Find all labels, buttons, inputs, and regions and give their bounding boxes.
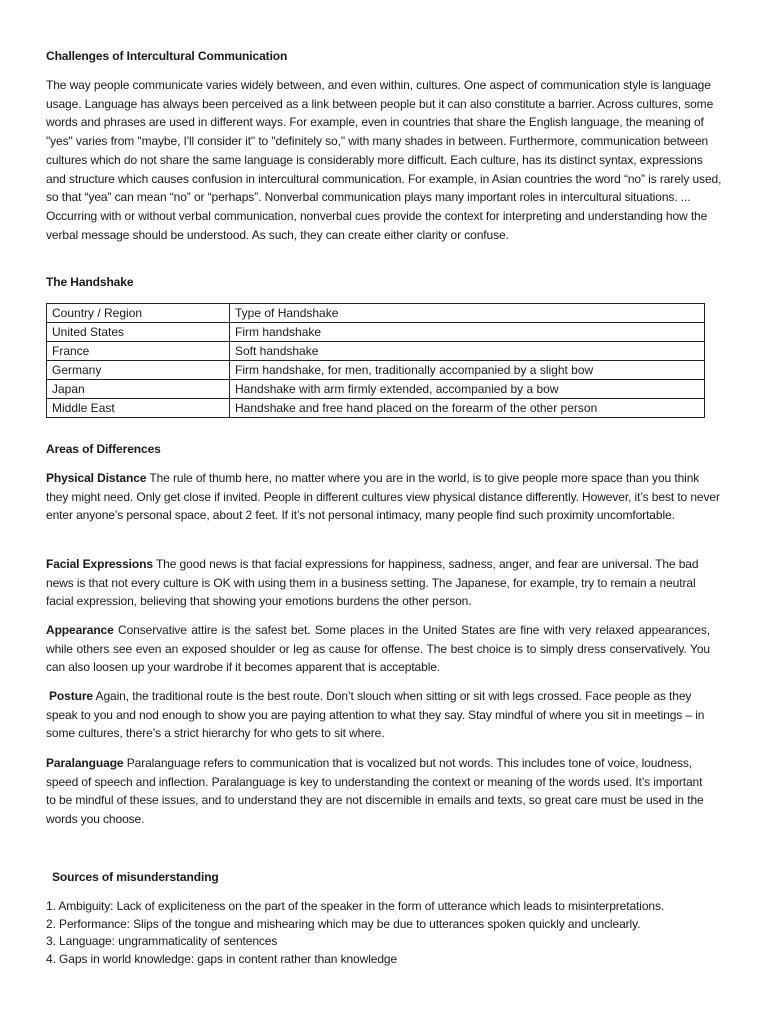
sources-heading: Sources of misunderstanding [52, 870, 219, 884]
areas-heading: Areas of Differences [46, 442, 161, 456]
list-item: 1. Ambiguity: Lack of expliciteness on the part of the speaker in the form of utterance which leads to misinterpretations. [46, 899, 665, 913]
table-cell-country: United States [47, 323, 230, 342]
table-row [47, 342, 705, 361]
table-cell-country: Japan [47, 380, 230, 399]
table-cell-handshake: Firm handshake, for men, traditionally accompanied by a slight bow [230, 361, 705, 380]
table-row [47, 380, 705, 399]
table-row [47, 361, 705, 380]
paragraph-text: Again, the traditional route is the best route. Don’t slouch when sitting or sit with legs crossed. Face people as they speak to you and nod enough to show you are paying attention to what they say. Stay mindful of where you sit in meetings – in some cultures, there’s a strict hierarchy for who gets to sit where. [46, 689, 705, 741]
list-item: 3. Language: ungrammaticality of sentences [46, 934, 278, 948]
paragraph-term: Physical Distance [46, 471, 147, 485]
table-row [47, 323, 705, 342]
paragraph-text: Conservative attire is the safest bet. Some places in the United States are fine with very relaxed appearances, while others see even an exposed shoulder or leg as cause for offense. The best choice is to simply dress conservatively. You can also loosen up your wardrobe if it becomes apparent that is acceptable. [46, 623, 710, 675]
physical-distance-paragraph [46, 469, 722, 525]
table-cell-handshake: Firm handshake [230, 323, 705, 342]
table-cell-handshake: Soft handshake [230, 342, 705, 361]
table-cell-country: Middle East [47, 399, 230, 418]
paragraph-term: Paralanguage [46, 756, 124, 770]
table-cell-country: France [47, 342, 230, 361]
paralanguage-paragraph [46, 754, 710, 829]
paragraph-text: Paralanguage refers to communication that is vocalized but not words. This includes tone of voice, loudness, speed of speech and inflection. Paralanguage is key to understanding the context or meaning of the words used. It’s important to be mindful of these issues, and to understand they are not discernible in emails and texts, so great care must be used in the words you choose. [46, 756, 704, 827]
handshake-table [46, 303, 705, 418]
table-header-cell: Type of Handshake [230, 304, 705, 323]
document-title: Challenges of Intercultural Communication [46, 49, 288, 63]
handshake-heading: The Handshake [46, 275, 134, 289]
paragraph-text: The good news is that facial expressions for happiness, sadness, anger, and fear are universal. The bad news is that not every culture is OK with using them in a business setting. The Japanese, for example, try to remain a neutral facial expression, believing that showing your emotions burdens the other person. [46, 557, 699, 609]
list-item: 2. Performance: Slips of the tongue and mishearing which may be due to utterances spoken quickly and unclearly. [46, 916, 641, 931]
list-item: 4. Gaps in world knowledge: gaps in content rather than knowledge [46, 951, 398, 966]
posture-paragraph [46, 687, 710, 743]
paragraph-term: Posture [49, 689, 93, 703]
appearance-paragraph [46, 621, 710, 677]
paragraph-text: The rule of thumb here, no matter where you are in the world, is to give people more space than you think they might need. Only get close if invited. People in different cultures view physical distance differently. However, it’s best to never enter anyone’s personal space, about 2 feet. If it’s not personal intimacy, many people find such proximity uncomfortable. [46, 471, 720, 523]
sources-list [46, 898, 664, 968]
table-cell-country: Germany [47, 361, 230, 380]
intro-paragraph: The way people communicate varies widely between, and even within, cultures. One aspect of communication style is language usage. Language has always been perceived as a link between people but it can also constitute a barrier. Across cultures, some words and phrases are used in different ways. For example, even in countries that share the English language, the meaning of "yes" varies from "maybe, I'll consider it" to "definitely so," with many shades in between. Furthermore, communication between cultures which do not share the same language is considerably more difficult. Each culture, has its distinct syntax, expressions and structure which causes confusion in intercultural communication. For example, in Asian countries the word “no” is rarely used, so that “yea” can mean “no” or “perhaps”. Nonverbal communication plays many important roles in intercultural situations. ... Occurring with or without verbal communication, nonverbal cues provide the context for interpreting and understanding how the verbal message should be understood. As such, they can create either clarity or confuse. [46, 78, 722, 242]
facial-expressions-paragraph [46, 555, 722, 611]
paragraph-term: Appearance [46, 623, 114, 637]
table-header-cell: Country / Region [47, 304, 230, 323]
table-cell-handshake: Handshake with arm firmly extended, accompanied by a bow [230, 380, 705, 399]
table-cell-handshake: Handshake and free hand placed on the forearm of the other person [230, 399, 705, 418]
table-header-row [47, 304, 705, 323]
table-row [47, 399, 705, 418]
paragraph-term: Facial Expressions [46, 557, 153, 571]
